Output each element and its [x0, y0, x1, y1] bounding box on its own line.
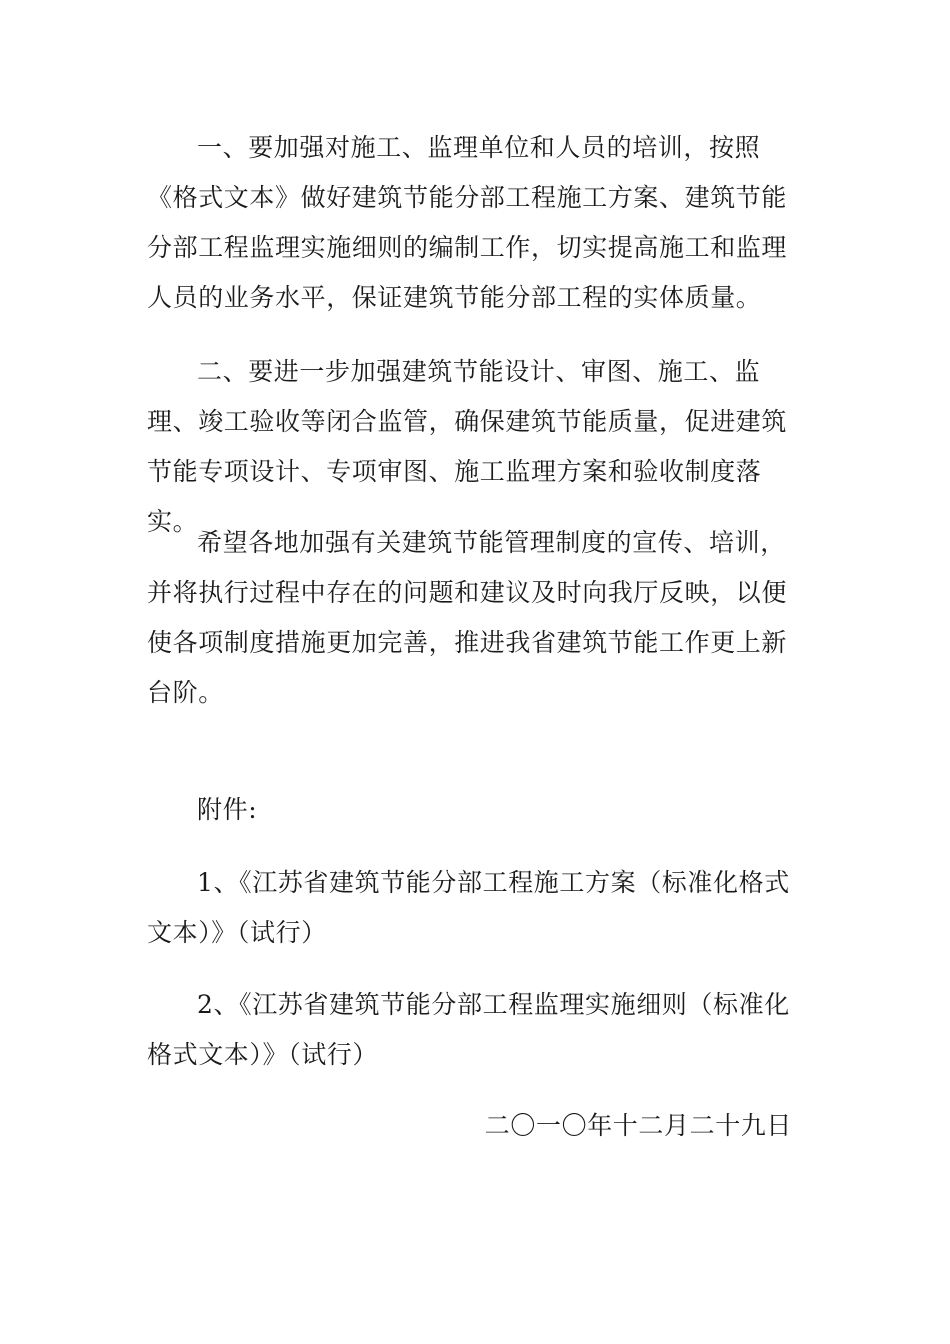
document-date: 二〇一〇年十二月二十九日: [484, 1111, 792, 1140]
paragraph-training: 一、要加强对施工、监理单位和人员的培训，按照《格式文本》做好建筑节能分部工程施工方案、建筑节能分部工程监理实施细则的编制工作，切实提高施工和监理人员的业务水平，保证建筑节能分部工程的实体质量。: [147, 133, 788, 312]
attachment-item-1: 1、《江苏省建筑节能分部工程施工方案（标准化格式文本）》（试行）: [147, 868, 790, 947]
attachments-label: 附件:: [197, 795, 258, 824]
paragraph-hope: 希望各地加强有关建筑节能管理制度的宣传、培训，并将执行过程中存在的问题和建议及时向我厅反映，以便使各项制度措施更加完善，推进我省建筑节能工作更上新台阶。: [147, 528, 788, 707]
attachment-item-2: 2、《江苏省建筑节能分部工程监理实施细则（标准化格式文本）》（试行）: [147, 990, 790, 1069]
paragraph-supervision: 二、要进一步加强建筑节能设计、审图、施工、监理、竣工验收等闭合监管，确保建筑节能质量，促进建筑节能专项设计、专项审图、施工监理方案和验收制度落实。: [147, 357, 788, 536]
